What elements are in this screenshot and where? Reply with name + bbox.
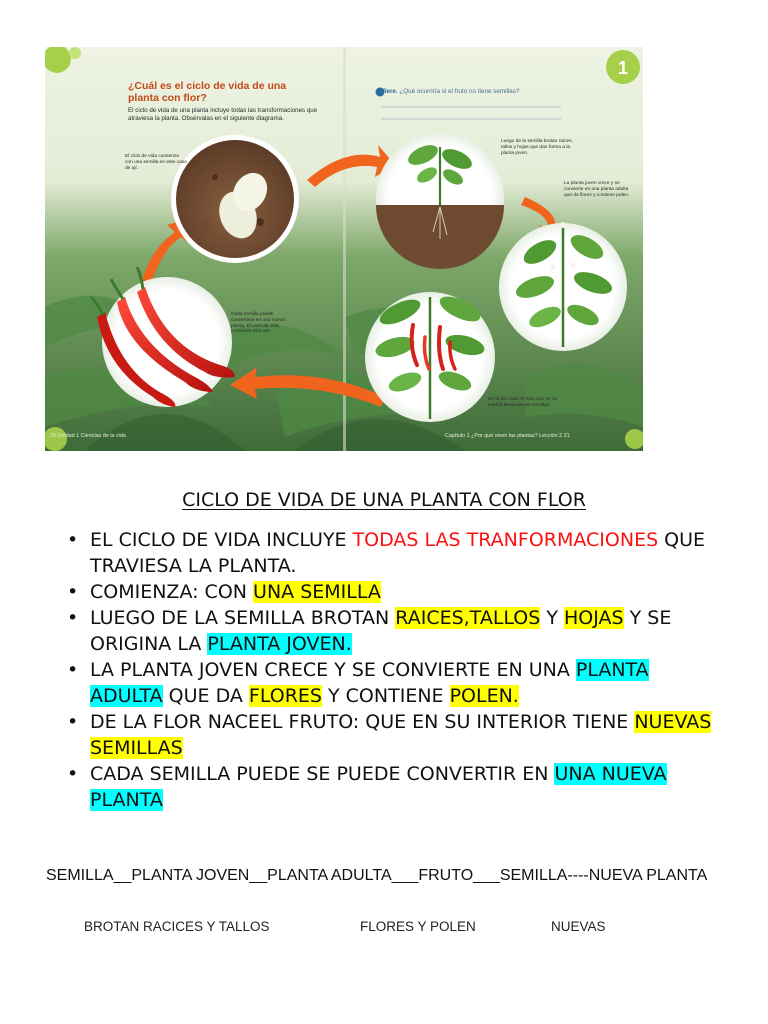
cyan-highlight: UNA NUEVA PLANTA (90, 763, 667, 811)
young-plant-circle (376, 133, 504, 269)
bullet-item (64, 605, 714, 657)
cyan-highlight: PLANTA JOVEN. (207, 633, 352, 655)
bullet-text: QUE TRAVIESA LA PLANTA. (90, 529, 706, 577)
infer-question (377, 88, 587, 95)
yellow-highlight: FLORES (248, 685, 322, 707)
cyan-highlight: PLANTA ADULTA (90, 659, 649, 707)
seed-circle (171, 135, 299, 263)
bullet-text: EL CICLO DE VIDA INCLUYE (90, 529, 353, 551)
yellow-highlight: POLEN. (449, 685, 519, 707)
caption-young-plant: Luego de la semilla brotan raíces, tallos y hojas que dan forma a la planta joven. (501, 139, 573, 156)
yellow-highlight: UNA SEMILLA (253, 581, 381, 603)
yellow-highlight: RAICES,TALLOS (395, 607, 541, 629)
bullet-list (64, 527, 714, 813)
bullet-item (64, 657, 714, 709)
fruit-plant-circle (365, 292, 495, 422)
bullet-item (64, 761, 714, 813)
bullet-text: Y (540, 607, 565, 629)
caption-seed: El ciclo de vida comienza con una semilla en este caso de ají. (125, 154, 187, 171)
bullet-text: QUE DA (162, 685, 249, 707)
caption-new-plant: Cada semilla puede convertirse en una nueva planta. El ciclo de vida comienza otra vez. (231, 312, 285, 335)
bullet-text: LA PLANTA JOVEN CRECE Y SE CONVIERTE EN UNA (90, 659, 576, 681)
infer-question-text: ¿Qué ocurriría si el fruto no tiene semillas? (399, 88, 520, 95)
caption-adult-plant: La planta joven crece y se convierte en una planta adulta que da flores y contiene polen. (564, 181, 630, 198)
yellow-highlight: NUEVAS SEMILLAS (90, 711, 712, 759)
infer-label: Infiere. (377, 88, 398, 95)
bullet-text: COMIENZA: CON (90, 581, 254, 603)
document-title: CICLO DE VIDA DE UNA PLANTA CON FLOR (182, 489, 586, 511)
red-emphasis: TODAS LAS TRANFORMACIONES (352, 529, 659, 551)
textbook-footer-left: 20 Unidad 1 Ciencias de la vida (50, 433, 126, 439)
caption-fruit: De la flor nace el fruto que en su interior lleva nuevas semillas. (488, 397, 558, 408)
sequence-note-roots: BROTAN RACICES Y TALLOS (84, 919, 270, 934)
bullet-item (64, 527, 714, 579)
bullet-text: DE LA FLOR NACEEL FRUTO: QUE EN SU INTERIOR TIENE (90, 711, 635, 733)
bullet-text: Y SE ORIGINA LA (90, 607, 672, 655)
textbook-intro: El ciclo de vida de una planta incluye todas las transformaciones que atraviesa la planta. Obsérvalas en el siguiente diagrama. (128, 107, 318, 122)
cycle-sequence: SEMILLA__PLANTA JOVEN__PLANTA ADULTA___FRUTO___SEMILLA----NUEVA PLANTA (46, 867, 708, 884)
textbook-footer-right: Capítulo 1 ¿Por qué viven las plantas? Lección 2 21 (445, 433, 570, 439)
bullet-text: CADA SEMILLA PUEDE SE PUEDE CONVERTIR EN (90, 763, 555, 785)
sequence-note-flowers: FLORES Y POLEN (360, 919, 476, 934)
bullet-item (64, 709, 714, 761)
adult-plant-circle (499, 222, 627, 351)
bullet-item (64, 579, 714, 605)
bullet-text: Y CONTIENE (321, 685, 450, 707)
textbook-spread-image (45, 47, 643, 451)
bullet-text: LUEGO DE LA SEMILLA BROTAN (90, 607, 396, 629)
sequence-note-new: NUEVAS (551, 919, 606, 934)
yellow-highlight: HOJAS (564, 607, 624, 629)
chapter-badge-number: 1 (617, 58, 629, 78)
textbook-heading: ¿Cuál es el ciclo de vida de una planta con flor? (128, 80, 287, 104)
